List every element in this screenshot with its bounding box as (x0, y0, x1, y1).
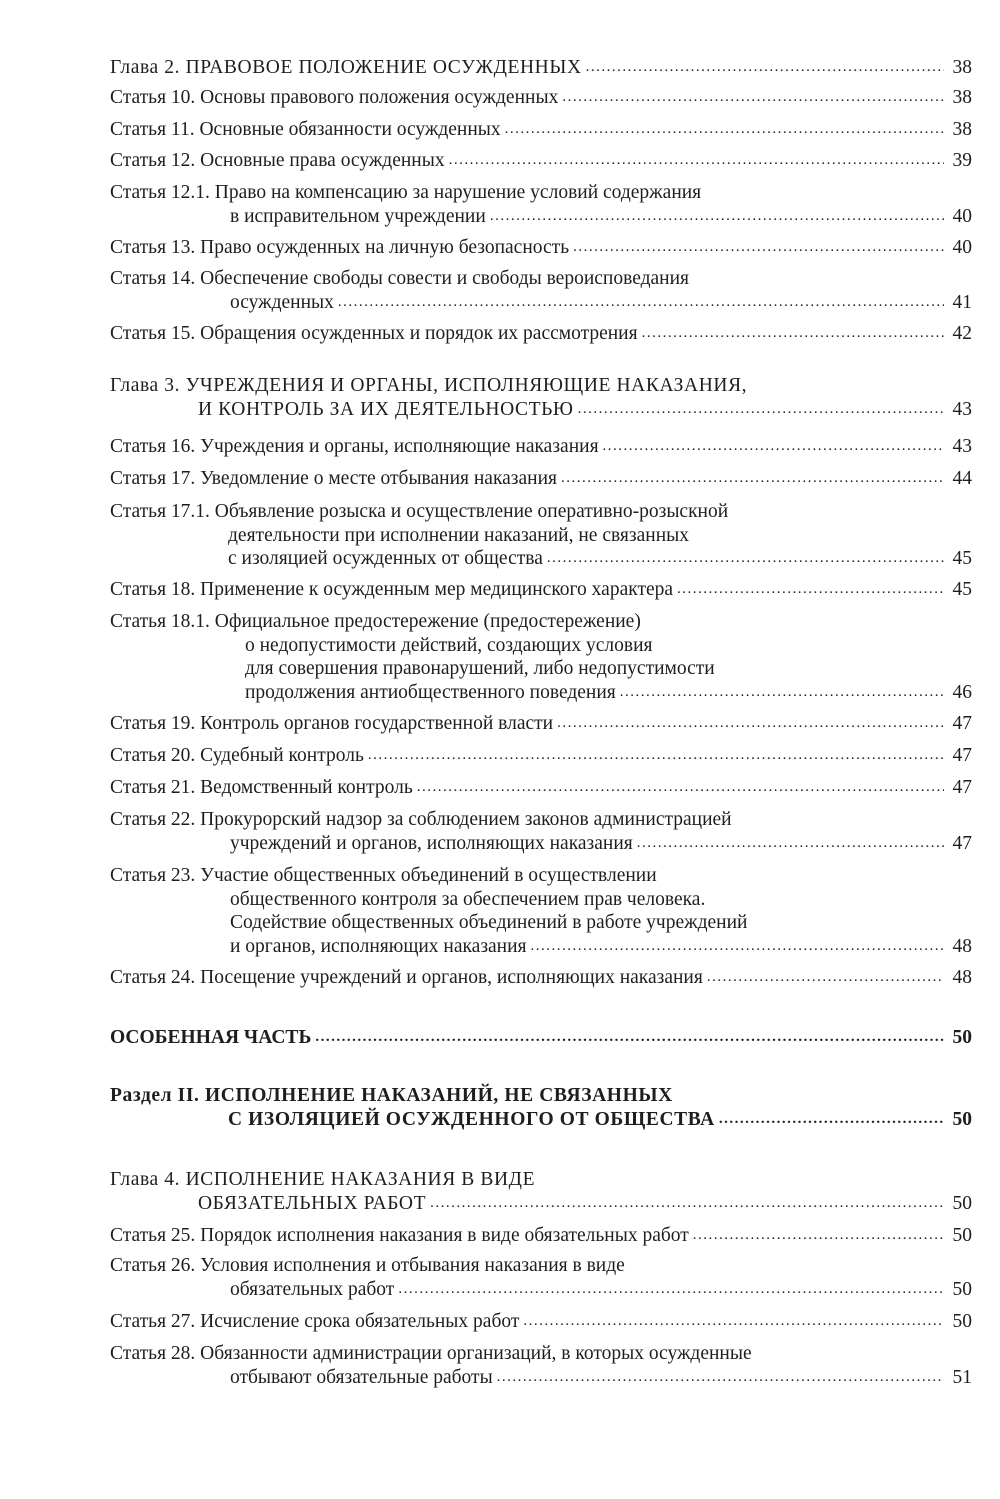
dot-leader (562, 86, 944, 110)
toc-line (110, 864, 972, 888)
page-number: 47 (952, 745, 972, 766)
page-number: 40 (952, 237, 972, 258)
toc-entry (110, 966, 972, 990)
dot-leader (557, 712, 944, 736)
toc-entry-title: Посещение учреждений и органов, исполняющих наказания (200, 967, 703, 988)
toc-entry-number: Статья 18. (110, 579, 196, 600)
toc-line (110, 911, 972, 935)
page-number: 42 (952, 323, 972, 344)
toc-line (110, 610, 972, 634)
page-number: 43 (952, 398, 972, 420)
toc-line (110, 149, 972, 173)
dot-leader (677, 578, 944, 602)
page-number: 50 (952, 1225, 972, 1246)
page-number: 45 (952, 579, 972, 600)
toc-entry (110, 1168, 972, 1215)
dot-leader (578, 398, 944, 422)
toc-entry (110, 1026, 972, 1050)
toc-entry (110, 56, 972, 80)
toc-entry-title: Право осужденных на личную безопасность (200, 237, 570, 258)
dot-leader (561, 467, 944, 491)
toc-entry-number: Статья 12. (110, 150, 196, 171)
dot-leader (398, 1278, 944, 1302)
toc-entry-number: Статья 22. (110, 809, 196, 830)
toc-line (110, 181, 972, 205)
page-number: 50 (952, 1311, 972, 1332)
toc-line (110, 1168, 972, 1192)
dot-leader (368, 744, 944, 768)
page-number: 47 (952, 832, 972, 854)
toc-entry-title: Учреждения и органы, исполняющие наказания (200, 436, 599, 457)
toc-line (110, 1310, 972, 1334)
page-number: 48 (952, 935, 972, 957)
toc-line (110, 1224, 972, 1248)
toc-entry-title: Основные обязанности осужденных (199, 119, 501, 140)
toc-entry (110, 236, 972, 260)
toc-line (110, 205, 972, 229)
toc-entry-title: Порядок исполнения наказания в виде обязательных работ (200, 1225, 689, 1246)
toc-line (110, 1342, 972, 1366)
dot-leader (586, 56, 944, 80)
toc-line (110, 1026, 972, 1050)
toc-entry-number: Статья 17.1. (110, 501, 210, 522)
toc-entry (110, 1224, 972, 1248)
toc-entry-number: Статья 21. (110, 777, 196, 798)
page-number: 46 (952, 681, 972, 703)
page-number: 44 (952, 468, 972, 489)
toc-entry-title: Участие общественных объединений в осуществлении (200, 865, 657, 886)
toc-entry-title: Уведомление о месте отбывания наказания (200, 468, 557, 489)
toc-entry (110, 435, 972, 459)
toc-line (110, 1254, 972, 1278)
toc-entry (110, 610, 972, 704)
toc-entry-title: ОБЯЗАТЕЛЬНЫХ РАБОТ (198, 1192, 427, 1214)
dot-leader (620, 681, 944, 705)
toc-entry-title: с изоляцией осужденных от общества (228, 548, 543, 569)
toc-entry-number: Глава 4. (110, 1169, 181, 1190)
toc-line (110, 657, 972, 681)
toc-entry-number: Статья 19. (110, 713, 196, 734)
toc-entry-number: Статья 16. (110, 436, 196, 457)
toc-entry-title: учреждений и органов, исполняющих наказания (230, 832, 633, 854)
page-number: 39 (952, 150, 972, 171)
toc-line (110, 1108, 972, 1132)
toc-entry-title: обязательных работ (230, 1278, 395, 1300)
toc-entry (110, 322, 972, 346)
dot-leader (707, 966, 944, 990)
dot-leader (417, 776, 944, 800)
dot-leader (531, 935, 944, 959)
dot-leader (490, 205, 944, 229)
dot-leader (430, 1192, 944, 1216)
toc-entry-title: Официальное предостережение (предостережение) (214, 611, 641, 632)
toc-entry-title: деятельности при исполнении наказаний, не связанных (228, 524, 689, 546)
toc-entry-number: Статья 10. (110, 87, 196, 108)
toc-entry-title: Исчисление срока обязательных работ (200, 1311, 520, 1332)
toc-line (110, 578, 972, 602)
toc-entry-title: и органов, исполняющих наказания (230, 935, 527, 957)
toc-line (110, 1366, 972, 1390)
toc-entry-title: ПРАВОВОЕ ПОЛОЖЕНИЕ ОСУЖДЕННЫХ (185, 57, 582, 78)
toc-line (110, 291, 972, 315)
page-number: 38 (952, 57, 972, 78)
dot-leader (642, 322, 944, 346)
page-number: 50 (952, 1278, 972, 1300)
toc-line (110, 744, 972, 768)
toc-line (110, 236, 972, 260)
page-number: 48 (952, 967, 972, 988)
page-number: 38 (952, 87, 972, 108)
toc-line (110, 712, 972, 736)
toc-entry (110, 86, 972, 110)
toc-entry-title: Обеспечение свободы совести и свободы вероисповедания (200, 268, 690, 289)
toc-entry-title: Условия исполнения и отбывания наказания в виде (200, 1255, 625, 1276)
toc-line (110, 398, 972, 422)
page-number: 38 (952, 119, 972, 140)
toc-entry-number: Статья 17. (110, 468, 196, 489)
toc-entry (110, 578, 972, 602)
dot-leader (573, 236, 944, 260)
toc-line (110, 467, 972, 491)
toc-line (110, 435, 972, 459)
page-number: 50 (952, 1192, 972, 1214)
toc-entry-title: Содействие общественных объединений в работе учреждений (230, 912, 748, 933)
toc-entry (110, 864, 972, 958)
toc-entry-title: ИСПОЛНЕНИЕ НАКАЗАНИЙ, НЕ СВЯЗАННЫХ (205, 1085, 673, 1106)
toc-entry (110, 808, 972, 855)
toc-entry-number: Статья 11. (110, 119, 195, 140)
toc-line (110, 86, 972, 110)
toc-entry (110, 467, 972, 491)
toc-entry-title: Основы правового положения осужденных (200, 87, 559, 108)
toc-entry (110, 1342, 972, 1389)
toc-entry-title: Судебный контроль (200, 745, 364, 766)
toc-entry-number: Глава 2. (110, 57, 181, 78)
page-number: 40 (952, 205, 972, 227)
toc-entry-number: Статья 24. (110, 967, 196, 988)
toc-entry (110, 149, 972, 173)
toc-entry-number: Статья 14. (110, 268, 196, 289)
dot-leader (338, 291, 944, 315)
toc-entry-title: УЧРЕЖДЕНИЯ И ОРГАНЫ, ИСПОЛНЯЮЩИЕ НАКАЗАНИЯ, (185, 375, 748, 396)
dot-leader (719, 1108, 944, 1132)
toc-line (110, 267, 972, 291)
toc-entry (110, 1254, 972, 1301)
toc-entry-number: Статья 15. (110, 323, 196, 344)
toc-entry-number: Статья 23. (110, 865, 196, 886)
toc-entry (110, 118, 972, 142)
dot-leader (449, 149, 944, 173)
dot-leader (603, 435, 944, 459)
toc-entry (110, 181, 972, 228)
toc-entry-title: общественного контроля за обеспечением прав человека. (230, 888, 706, 910)
toc-entry-number: Раздел II. (110, 1085, 200, 1106)
toc-line (110, 1192, 972, 1216)
page-number: 41 (952, 291, 972, 313)
toc-entry-title: С ИЗОЛЯЦИЕЙ ОСУЖДЕННОГО ОТ ОБЩЕСТВА (228, 1108, 715, 1130)
toc-line (110, 966, 972, 990)
toc-entry-number: Статья 12.1. (110, 182, 210, 203)
toc-entry-title: Прокурорский надзор за соблюдением законов администрацией (200, 809, 732, 830)
toc-entry-number: Статья 20. (110, 745, 196, 766)
toc-entry-title: Объявление розыска и осуществление оперативно-розыскной (214, 501, 729, 522)
page-number: 43 (952, 436, 972, 457)
toc-entry-number: Глава 3. (110, 375, 181, 396)
page-number: 50 (952, 1108, 972, 1130)
toc-entry-title: Обязанности администрации организаций, в которых осужденные (200, 1343, 752, 1364)
toc-entry-title: Основные права осужденных (200, 150, 445, 171)
toc-entry-number: Статья 27. (110, 1311, 196, 1332)
toc-entry-title: Обращения осужденных и порядок их рассмотрения (200, 323, 638, 344)
toc-entry-number: Статья 26. (110, 1255, 196, 1276)
toc-entry-title: ИСПОЛНЕНИЕ НАКАЗАНИЯ В ВИДЕ (185, 1169, 536, 1190)
toc-line (110, 374, 972, 398)
toc-line (110, 888, 972, 912)
toc-entry-title: для совершения правонарушений, либо недопустимости (245, 658, 715, 679)
toc-entry (110, 500, 972, 571)
toc-entry (110, 744, 972, 768)
toc-line (110, 1278, 972, 1302)
toc-line (110, 808, 972, 832)
toc-entry-title: Право на компенсацию за нарушение условий содержания (214, 182, 702, 203)
page-number: 47 (952, 713, 972, 734)
toc-line (110, 322, 972, 346)
toc-entry-number: Статья 13. (110, 237, 196, 258)
toc-entry (110, 1310, 972, 1334)
page-number: 45 (952, 548, 972, 569)
dot-leader (497, 1366, 944, 1390)
dot-leader (505, 118, 944, 142)
toc-entry (110, 267, 972, 314)
toc-line (110, 681, 972, 705)
toc-entry (110, 1084, 972, 1131)
page-number: 51 (952, 1366, 972, 1388)
page-number: 50 (952, 1027, 972, 1048)
toc-line (110, 1084, 972, 1108)
toc-entry-number: Статья 28. (110, 1343, 196, 1364)
dot-leader (547, 547, 944, 571)
toc-entry-title: осужденных (230, 291, 334, 313)
toc-line (110, 500, 972, 524)
toc-line (110, 118, 972, 142)
toc-entry (110, 776, 972, 800)
toc-entry-title: И КОНТРОЛЬ ЗА ИХ ДЕЯТЕЛЬНОСТЬЮ (198, 398, 574, 420)
toc-entry-title: Ведомственный контроль (200, 777, 413, 798)
toc-line (110, 832, 972, 856)
page-number: 47 (952, 777, 972, 798)
toc-entry (110, 374, 972, 421)
toc-entry-title: Применение к осужденным мер медицинского характера (200, 579, 674, 600)
toc-entry-title: о недопустимости действий, создающих условия (245, 634, 653, 656)
toc-entry (110, 712, 972, 736)
dot-leader (693, 1224, 944, 1248)
dot-leader (637, 832, 944, 856)
dot-leader (315, 1026, 944, 1050)
toc-line (110, 634, 972, 658)
toc-entry-title: продолжения антиобщественного поведения (245, 681, 616, 703)
toc-entry-number: Статья 25. (110, 1225, 196, 1246)
toc-line (110, 56, 972, 80)
toc-entry-title: отбывают обязательные работы (230, 1366, 493, 1388)
toc-entry-title: Контроль органов государственной власти (200, 713, 554, 734)
toc-line (110, 547, 972, 571)
toc-entry-title: ОСОБЕННАЯ ЧАСТЬ (110, 1027, 312, 1048)
toc-line (110, 935, 972, 959)
dot-leader (523, 1310, 944, 1334)
toc-entry-title: в исправительном учреждении (230, 205, 486, 227)
toc-entry-number: Статья 18.1. (110, 611, 210, 632)
toc-line (110, 776, 972, 800)
toc-line (110, 524, 972, 548)
